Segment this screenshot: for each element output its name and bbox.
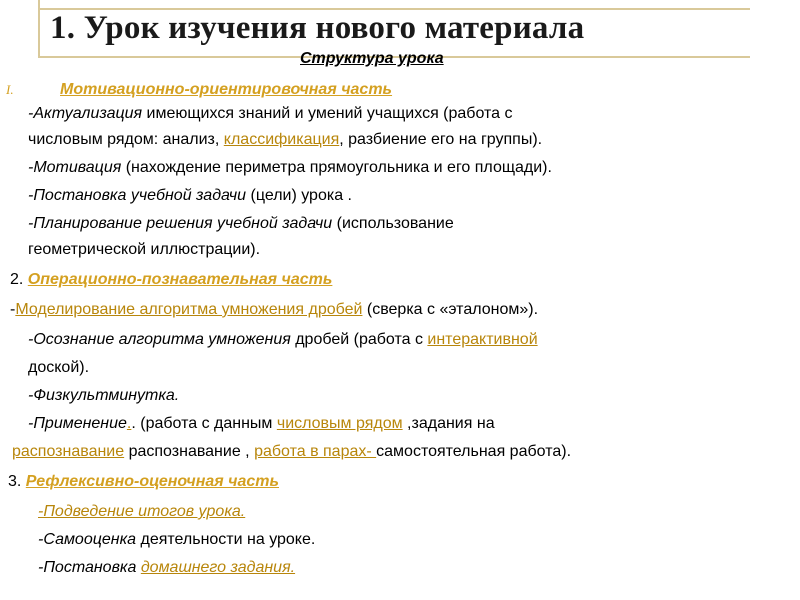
self-assessment-text: деятельности на уроке.: [136, 531, 316, 548]
pair-work-link[interactable]: работа в парах-: [254, 443, 377, 460]
motivation-term: -Мотивация: [28, 159, 122, 176]
line-planning: [28, 214, 454, 234]
recognition-link[interactable]: распознавание: [12, 443, 125, 460]
roman-numeral-marker: I.: [6, 82, 14, 97]
homework-term: -Постановка: [38, 559, 137, 576]
planning-text: (использование: [332, 215, 454, 232]
slide-subtitle: Структура урока: [300, 50, 444, 67]
recognition-text: распознавание ,: [124, 443, 255, 460]
section-1-heading: [60, 80, 392, 100]
actualization-text: имеющихся знаний и умений учащихся (работа с: [142, 105, 513, 122]
actualization-term: -Актуализация: [28, 105, 143, 122]
geometric-text: геометрической иллюстрации).: [28, 241, 261, 258]
section-3-number: 3.: [8, 473, 26, 490]
application-term: -Применение: [28, 415, 127, 432]
line-application: [28, 414, 495, 434]
modeling-text: (сверка с «эталоном»).: [362, 301, 539, 318]
application-text: . (работа с данным: [131, 415, 277, 432]
independent-work-text: самостоятельная работа).: [376, 443, 572, 460]
line-homework: [38, 558, 295, 578]
line-modeling: [10, 300, 538, 320]
left-border-line: [38, 0, 40, 58]
application-text-end: ,задания на: [402, 415, 495, 432]
page-title: 1. Урок изучения нового материала: [50, 10, 585, 46]
board-text: доской).: [28, 359, 90, 376]
number-series-text-end: , разбиение его на группы).: [339, 131, 543, 148]
summary-link[interactable]: -Подведение итогов урока.: [38, 503, 246, 520]
section-2-heading-text: Операционно-познавательная часть: [27, 271, 333, 288]
section-3-heading-text: Рефлексивно-оценочная часть: [25, 473, 280, 490]
line-understanding: [28, 330, 538, 350]
modeling-link[interactable]: Моделирование алгоритма умножения дробей: [15, 301, 363, 318]
line-motivation: [28, 158, 552, 178]
line-geometric: [28, 240, 260, 260]
section-2-number: 2.: [10, 271, 28, 288]
self-assessment-term: -Самооценка: [38, 531, 137, 548]
line-recognition: [12, 442, 571, 462]
section-2-heading: [10, 270, 332, 290]
line-board: [28, 358, 89, 378]
section-1-heading-text: Мотивационно-ориентировочная часть: [60, 81, 393, 98]
application-dot-link[interactable]: .: [126, 415, 132, 432]
understanding-term: -Осознание алгоритма умножения: [28, 331, 291, 348]
interactive-link[interactable]: интерактивной: [427, 331, 538, 348]
task-setting-text: (цели) урока .: [246, 187, 352, 204]
planning-term: -Планирование решения учебной задачи: [28, 215, 333, 232]
line-summary: [38, 502, 245, 522]
understanding-text: дробей (работа с: [290, 331, 428, 348]
number-series-link[interactable]: числовым рядом: [276, 415, 403, 432]
line-self-assessment: [38, 530, 315, 550]
section-3-heading: [8, 472, 279, 492]
line-physminute: [28, 386, 179, 406]
classification-link[interactable]: классификация: [223, 131, 340, 148]
line-task-setting: [28, 186, 352, 206]
number-series-text: числовым рядом: анализ,: [28, 131, 224, 148]
modeling-dash: -: [10, 301, 16, 318]
line-number-series: [28, 130, 542, 150]
line-actualization: [28, 104, 513, 124]
homework-link[interactable]: домашнего задания.: [140, 559, 296, 576]
task-setting-term: -Постановка учебной задачи: [28, 187, 247, 204]
motivation-text: (нахождение периметра прямоугольника и его площади).: [121, 159, 552, 176]
physminute-text: -Физкультминутка.: [28, 387, 180, 404]
